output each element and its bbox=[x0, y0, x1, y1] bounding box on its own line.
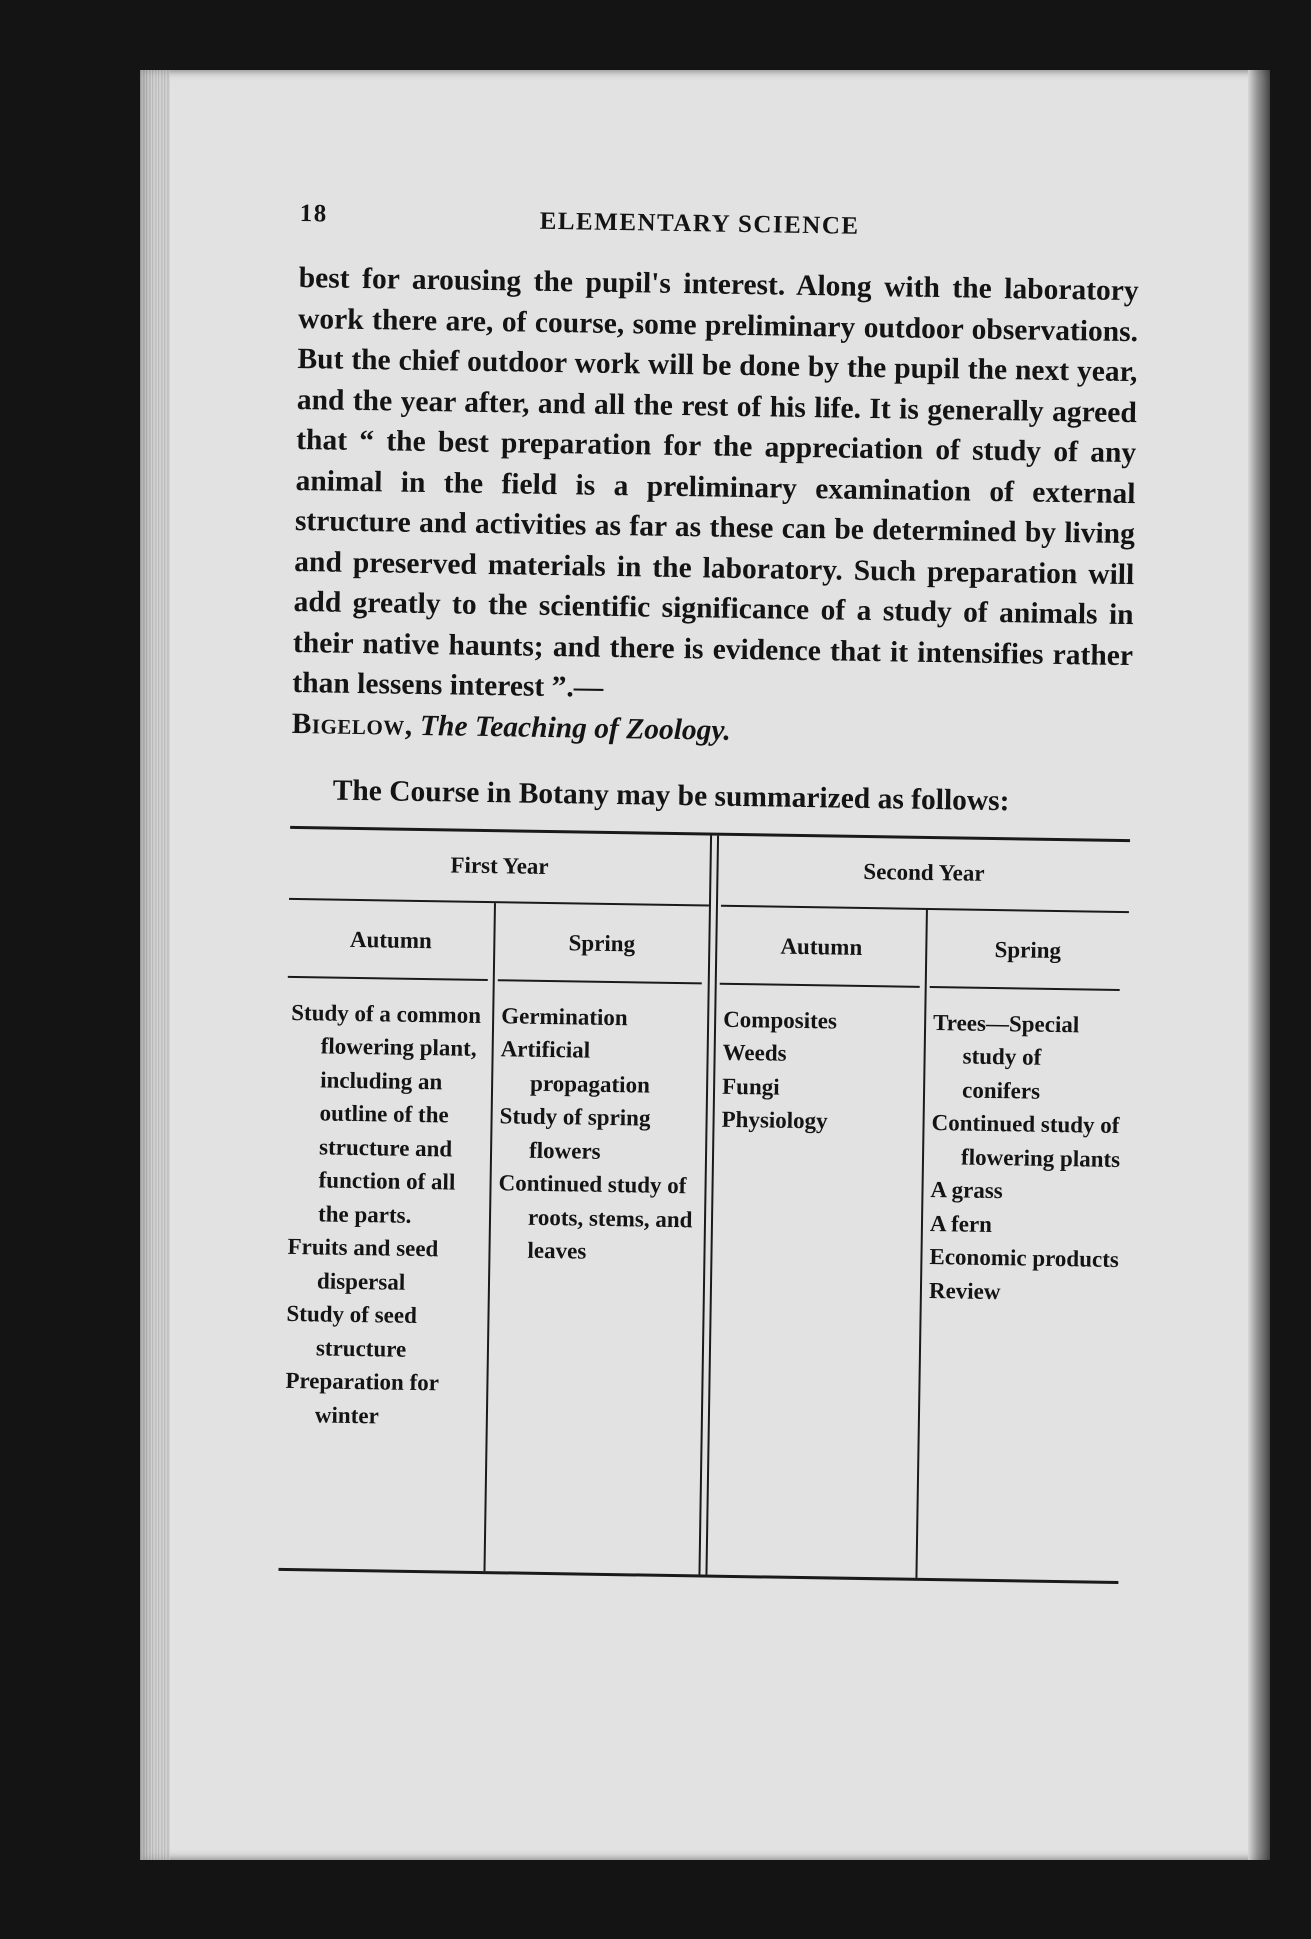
list-item: Economic products bbox=[929, 1244, 1119, 1272]
page-binding-edge bbox=[140, 70, 170, 1860]
header-first-year-autumn: Autumn bbox=[349, 926, 432, 953]
list-item: Fruits and seed dispersal bbox=[287, 1233, 439, 1295]
table-intro: The Course in Botany may be summarized as follows: bbox=[332, 774, 1010, 817]
year-header-rule-left bbox=[289, 897, 709, 906]
page-content bbox=[278, 200, 1140, 1599]
header-first-year-spring: Spring bbox=[568, 929, 636, 956]
first-year-season-divider bbox=[483, 903, 495, 1571]
cell-second-year-spring bbox=[929, 1006, 1124, 1310]
list-item: Composites bbox=[722, 1006, 838, 1034]
list-item: A fern bbox=[929, 1210, 993, 1237]
attribution-author: Bigelow, bbox=[291, 707, 413, 742]
header-second-year-autumn: Autumn bbox=[780, 933, 863, 960]
list-item: Study of spring flowers bbox=[499, 1103, 651, 1164]
body-paragraph: best for arousing the pupil's interest. Along with the laboratory work there are, of course, some preliminary outdoor observations. But the chief outdoor work will be done by the pupil the next year, and the year after, and all the rest of his life. It is generally agreed that “ the best preparation for the appreciation of study of any animal in the field is a preliminary examination of external structure and activities as far as these can be determined by living and preserved materials in the laboratory. Such preparation will add greatly to the scientific significance of a study of animals in their native haunts; and there is evidence that it intensifies rather than lessens interest ”.— bbox=[292, 261, 1139, 704]
page-right-edge bbox=[1248, 70, 1270, 1860]
list-item: Fungi bbox=[721, 1073, 780, 1100]
season-rule-1 bbox=[288, 975, 488, 980]
list-item: Artificial propagation bbox=[500, 1036, 651, 1098]
running-title: ELEMENTARY SCIENCE bbox=[539, 207, 860, 240]
list-item: Review bbox=[928, 1277, 1001, 1304]
season-rule-4 bbox=[930, 985, 1120, 990]
page-number: 18 bbox=[299, 200, 328, 228]
botany-course-table bbox=[278, 825, 1130, 1598]
cell-first-year-autumn bbox=[285, 995, 484, 1433]
list-item: Trees—Special study of conifers bbox=[932, 1009, 1080, 1104]
list-item: Physiology bbox=[721, 1106, 828, 1134]
season-rule-2 bbox=[498, 979, 702, 984]
list-item: Study of a common flowering plant, including an outline of the structure and function of all the parts. bbox=[291, 999, 482, 1228]
header-first-year: First Year bbox=[450, 851, 549, 879]
header-second-year-spring: Spring bbox=[994, 936, 1062, 963]
list-item: Continued study of flowering plants bbox=[931, 1110, 1121, 1172]
cell-first-year-spring bbox=[497, 999, 701, 1270]
book-page bbox=[140, 70, 1270, 1860]
cell-second-year-autumn bbox=[721, 1002, 919, 1139]
list-item: Continued study of roots, stems, and leaves bbox=[498, 1170, 693, 1264]
list-item: Study of seed structure bbox=[286, 1300, 418, 1362]
list-item: Germination bbox=[501, 1002, 628, 1030]
header-second-year: Second Year bbox=[863, 858, 985, 886]
list-item: Weeds bbox=[722, 1039, 787, 1066]
list-item: A grass bbox=[930, 1177, 1003, 1204]
running-head bbox=[299, 200, 1140, 253]
list-item: Preparation for winter bbox=[285, 1367, 439, 1428]
season-rule-3 bbox=[720, 982, 920, 987]
attribution-work: The Teaching of Zoology. bbox=[419, 709, 732, 747]
